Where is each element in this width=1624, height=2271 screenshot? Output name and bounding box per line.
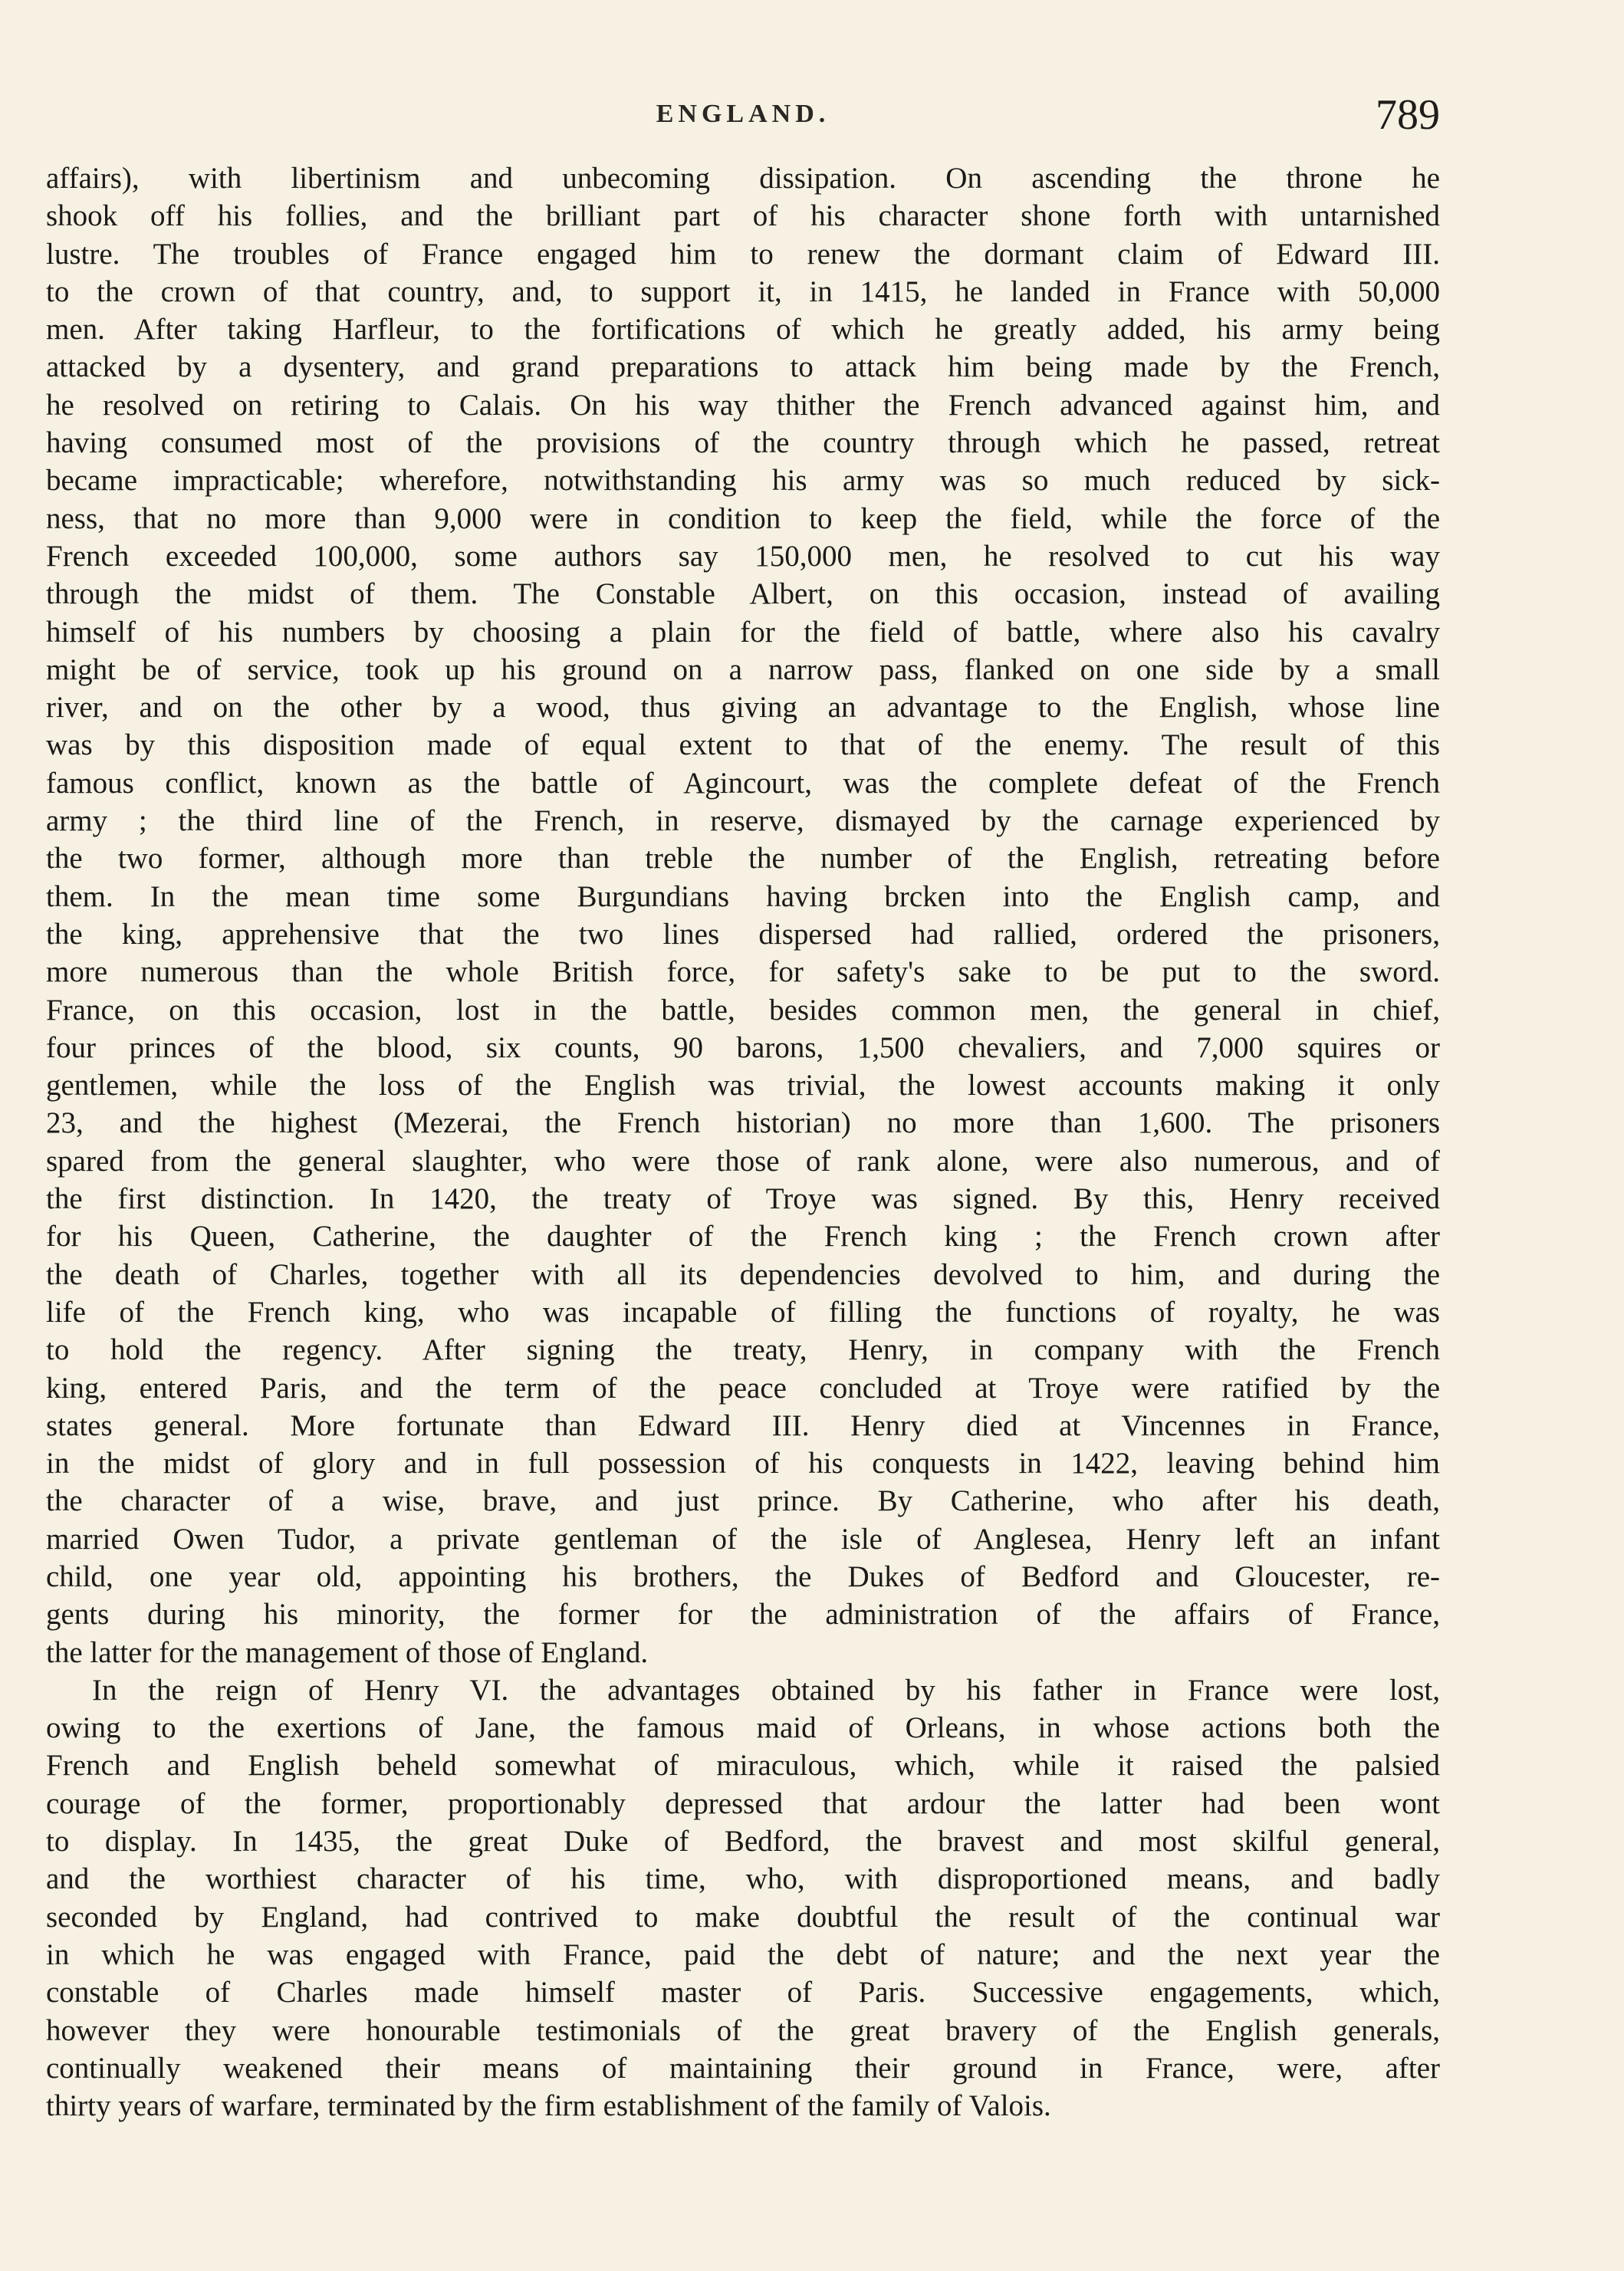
paragraph — [46, 159, 1440, 1671]
text-line: four princes of the blood, six counts, 90 barons, 1,500 chevaliers, and 7,000 squires or — [46, 1030, 1440, 1064]
text-line: king, entered Paris, and the term of the peace concluded at Troye were ratified by the — [46, 1371, 1440, 1405]
text-line: he resolved on retiring to Calais. On his way thither the French advanced against him, and — [46, 388, 1440, 422]
text-line: men. After taking Harfleur, to the fortifications of which he greatly added, his army being — [46, 313, 1440, 347]
text-line: having consumed most of the provisions of the country through which he passed, retreat — [46, 426, 1440, 460]
text-line: gentlemen, while the loss of the English was trivial, the lowest accounts making it only — [46, 1069, 1440, 1103]
text-line: in which he was engaged with France, paid the debt of nature; and the next year the — [46, 1937, 1440, 1971]
page-number: 789 — [1376, 91, 1440, 139]
text-line: through the midst of them. The Constable Albert, on this occasion, instead of availing — [46, 577, 1440, 611]
text-line: for his Queen, Catherine, the daughter of the French king ; the French crown after — [46, 1220, 1440, 1254]
text-line: however they were honourable testimonials of the great bravery of the English generals, — [46, 2013, 1440, 2047]
text-line: was by this disposition made of equal extent to that of the enemy. The result of this — [46, 728, 1440, 762]
text-line: the death of Charles, together with all its dependencies devolved to him, and during the — [46, 1257, 1440, 1291]
text-line: 23, and the highest (Mezerai, the French historian) no more than 1,600. The prisoners — [46, 1106, 1440, 1140]
text-line: courage of the former, proportionably depressed that ardour the latter had been wont — [46, 1786, 1440, 1820]
running-title: ENGLAND. — [656, 100, 830, 128]
text-line: the two former, although more than treble the number of the English, retreating before — [46, 842, 1440, 876]
running-head — [46, 90, 1440, 152]
text-line: child, one year old, appointing his brothers, the Dukes of Bedford and Gloucester, re- — [46, 1559, 1440, 1593]
text-line: shook off his follies, and the brilliant part of his character shone forth with untarnished — [46, 199, 1440, 233]
text-line: constable of Charles made himself master of Paris. Successive engagements, which, — [46, 1976, 1440, 2010]
text-line: states general. More fortunate than Edward III. Henry died at Vincennes in France, — [46, 1408, 1440, 1442]
text-line: the character of a wise, brave, and just prince. By Catherine, who after his death, — [46, 1484, 1440, 1518]
text-line: continually weakened their means of maintaining their ground in France, were, after — [46, 2051, 1440, 2085]
text-line: the first distinction. In 1420, the treaty of Troye was signed. By this, Henry received — [46, 1182, 1440, 1216]
text-line: thirty years of warfare, terminated by the firm establishment of the family of Valois. — [46, 2089, 1051, 2123]
text-line: French exceeded 100,000, some authors say 150,000 men, he resolved to cut his way — [46, 539, 1440, 573]
text-line: them. In the mean time some Burgundians having brcken into the English camp, and — [46, 879, 1440, 913]
text-line: French and English beheld somewhat of miraculous, which, while it raised the palsied — [46, 1749, 1440, 1783]
text-line: lustre. The troubles of France engaged him to renew the dormant claim of Edward III. — [46, 237, 1440, 271]
text-line: became impracticable; wherefore, notwithstanding his army was so much reduced by sick- — [46, 464, 1440, 498]
text-line: In the reign of Henry VI. the advantages obtained by his father in France were lost, — [92, 1673, 1440, 1707]
text-line: the king, apprehensive that the two lines dispersed had rallied, ordered the prisoners, — [46, 917, 1440, 951]
text-line: the latter for the management of those of England. — [46, 1635, 649, 1669]
text-line: owing to the exertions of Jane, the famous maid of Orleans, in whose actions both the — [46, 1711, 1440, 1745]
text-line: army ; the third line of the French, in reserve, dismayed by the carnage experienced by — [46, 804, 1440, 838]
text-line: more numerous than the whole British force, for safety's sake to be put to the sword. — [46, 955, 1440, 989]
text-line: attacked by a dysentery, and grand preparations to attack him being made by the French, — [46, 350, 1440, 384]
text-line: famous conflict, known as the battle of Agincourt, was the complete defeat of the French — [46, 766, 1440, 800]
text-line: to the crown of that country, and, to support it, in 1415, he landed in France with 50,000 — [46, 274, 1440, 308]
text-line: seconded by England, had contrived to make doubtful the result of the continual war — [46, 1900, 1440, 1934]
text-line: river, and on the other by a wood, thus giving an advantage to the English, whose line — [46, 691, 1440, 725]
text-line: married Owen Tudor, a private gentleman of the isle of Anglesea, Henry left an infant — [46, 1522, 1440, 1556]
text-line: might be of service, took up his ground on a narrow pass, flanked on one side by a small — [46, 652, 1440, 686]
paragraph — [46, 1671, 1440, 2125]
text-line: life of the French king, who was incapable of filling the functions of royalty, he was — [46, 1295, 1440, 1329]
text-line: spared from the general slaughter, who were those of rank alone, were also numerous, and of — [46, 1144, 1440, 1178]
body-text — [46, 159, 1440, 2125]
text-line: France, on this occasion, lost in the battle, besides common men, the general in chief, — [46, 993, 1440, 1027]
text-line: in the midst of glory and in full possession of his conquests in 1422, leaving behind him — [46, 1447, 1440, 1481]
text-line: affairs), with libertinism and unbecoming dissipation. On ascending the throne he — [46, 162, 1440, 195]
text-line: himself of his numbers by choosing a plain for the field of battle, where also his cavalry — [46, 615, 1440, 649]
text-line: ness, that no more than 9,000 were in condition to keep the field, while the force of the — [46, 501, 1440, 535]
text-line: to display. In 1435, the great Duke of Bedford, the bravest and most skilful general, — [46, 1825, 1440, 1859]
text-line: and the worthiest character of his time, who, with disproportioned means, and badly — [46, 1862, 1440, 1896]
text-line: to hold the regency. After signing the treaty, Henry, in company with the French — [46, 1333, 1440, 1367]
text-line: gents during his minority, the former for the administration of the affairs of France, — [46, 1598, 1440, 1632]
